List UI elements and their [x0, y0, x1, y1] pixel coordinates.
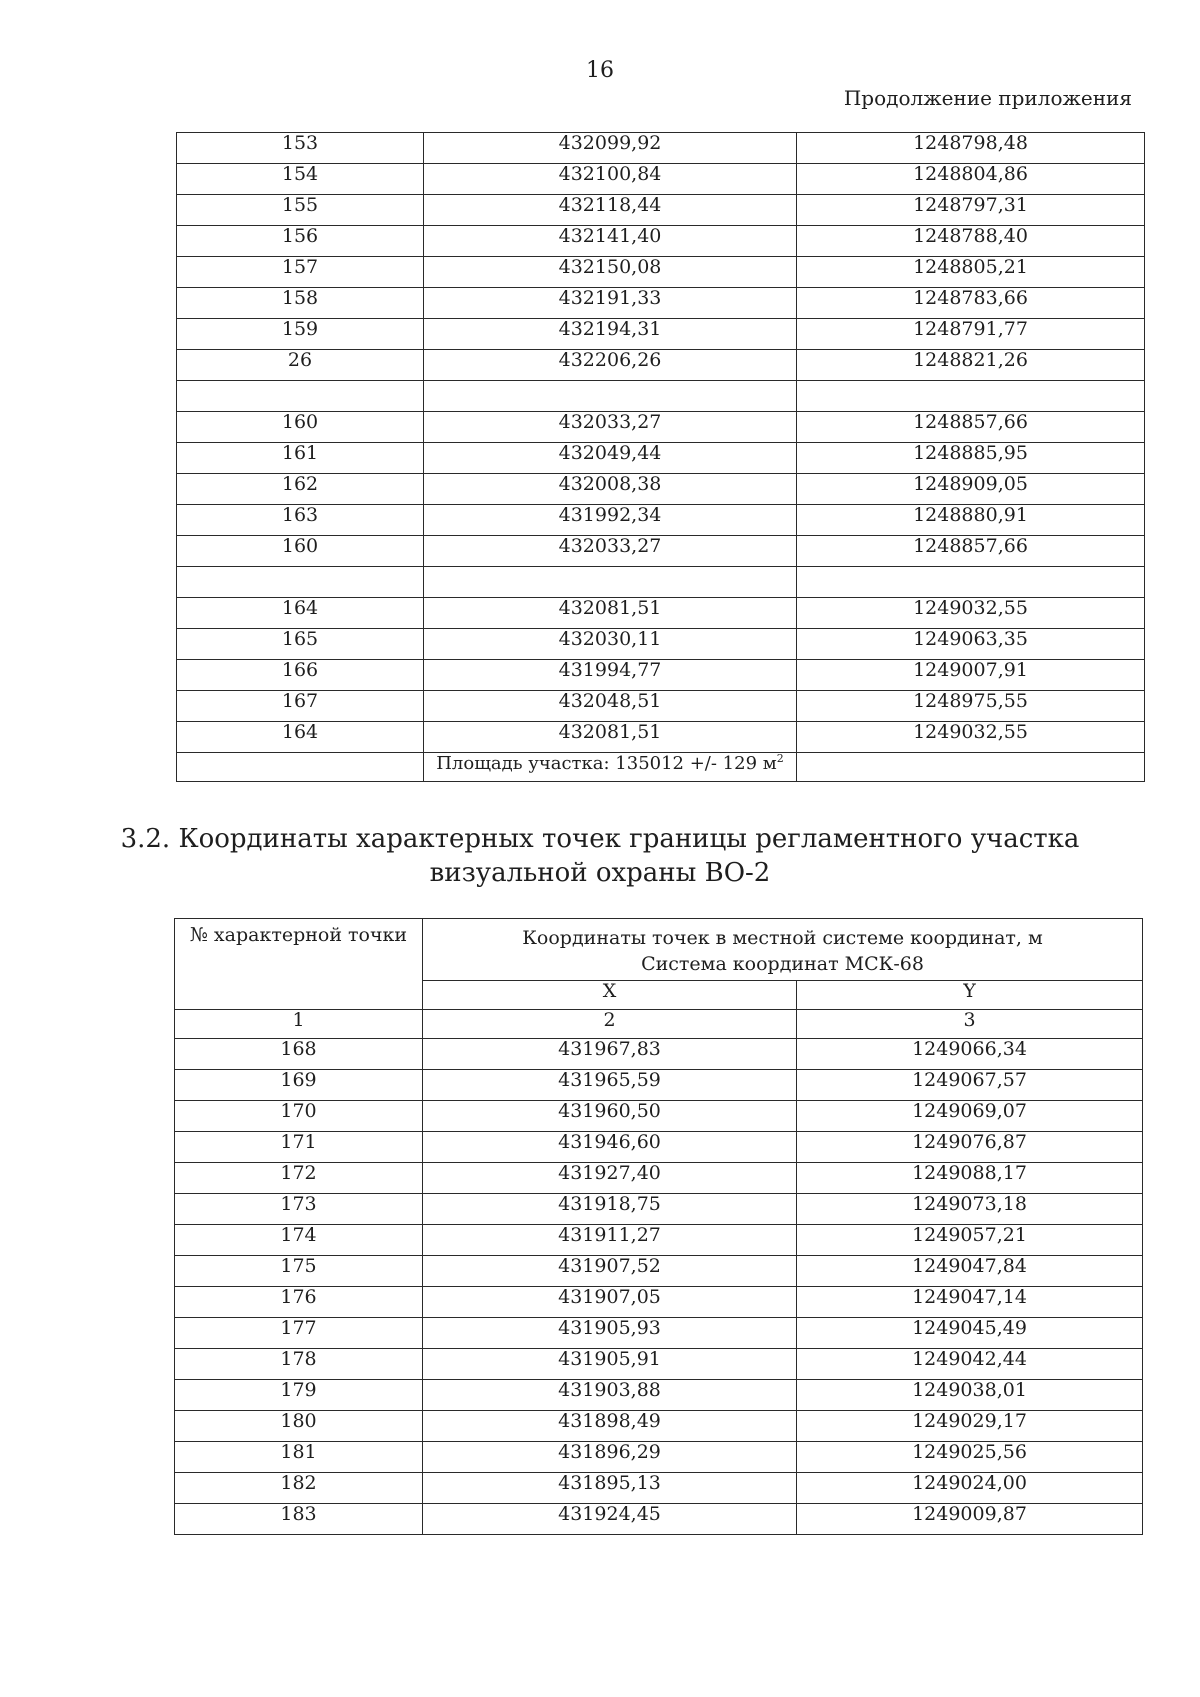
- x-coordinate-cell: 432150,08: [424, 257, 797, 288]
- table-row: [177, 257, 1145, 288]
- area-text: Площадь участка: 135012 +/- 129 м: [436, 753, 777, 774]
- point-number-cell: 164: [177, 722, 424, 753]
- point-number-cell: 180: [175, 1411, 423, 1442]
- point-number-cell: [177, 567, 424, 598]
- x-coordinate-cell: 431965,59: [423, 1070, 797, 1101]
- point-number-cell: 171: [175, 1132, 423, 1163]
- table-row: [175, 1287, 1143, 1318]
- table-row: [175, 1163, 1143, 1194]
- table-row: [177, 722, 1145, 753]
- x-coordinate-cell: 431895,13: [423, 1473, 797, 1504]
- table-row: [175, 1473, 1143, 1504]
- y-coordinate-cell: 1249009,87: [797, 1504, 1143, 1535]
- table-row: [177, 691, 1145, 722]
- y-coordinate-cell: 1249076,87: [797, 1132, 1143, 1163]
- table-row: [177, 629, 1145, 660]
- y-coordinate-cell: 1249042,44: [797, 1349, 1143, 1380]
- y-coordinate-cell: 1248857,66: [797, 412, 1145, 443]
- x-coordinate-cell: 431960,50: [423, 1101, 797, 1132]
- x-coordinate-cell: 432118,44: [424, 195, 797, 226]
- point-number-cell: 159: [177, 319, 424, 350]
- area-cell: [424, 753, 797, 782]
- x-coordinate-cell: 431911,27: [423, 1225, 797, 1256]
- y-coordinate-cell: 1248880,91: [797, 505, 1145, 536]
- x-coordinate-cell: 432100,84: [424, 164, 797, 195]
- table-row: [175, 1349, 1143, 1380]
- x-coordinate-cell: 431898,49: [423, 1411, 797, 1442]
- x-coordinate-cell: 431907,52: [423, 1256, 797, 1287]
- point-number-cell: 177: [175, 1318, 423, 1349]
- page-number: 16: [586, 58, 614, 83]
- y-coordinate-cell: 1248805,21: [797, 257, 1145, 288]
- table-row: [177, 598, 1145, 629]
- x-coordinate-cell: 432081,51: [424, 722, 797, 753]
- x-coordinate-cell: 432206,26: [424, 350, 797, 381]
- x-coordinate-cell: 432033,27: [424, 412, 797, 443]
- x-coordinate-cell: 432033,27: [424, 536, 797, 567]
- x-coordinate-cell: 431907,05: [423, 1287, 797, 1318]
- point-number-cell: 26: [177, 350, 424, 381]
- header-y: Y: [797, 981, 1143, 1010]
- point-number-cell: 183: [175, 1504, 423, 1535]
- x-coordinate-cell: 432081,51: [424, 598, 797, 629]
- x-coordinate-cell: 432099,92: [424, 133, 797, 164]
- point-number-cell: 174: [175, 1225, 423, 1256]
- x-coordinate-cell: 432191,33: [424, 288, 797, 319]
- point-number-cell: 155: [177, 195, 424, 226]
- y-coordinate-cell: 1248797,31: [797, 195, 1145, 226]
- area-unit-sup: 2: [776, 752, 784, 765]
- x-coordinate-cell: 432008,38: [424, 474, 797, 505]
- x-coordinate-cell: [424, 381, 797, 412]
- point-number-cell: 172: [175, 1163, 423, 1194]
- table-row: [177, 133, 1145, 164]
- point-number-cell: 163: [177, 505, 424, 536]
- point-number-cell: 170: [175, 1101, 423, 1132]
- table-row: [175, 1318, 1143, 1349]
- table-row: [177, 412, 1145, 443]
- y-coordinate-cell: 1249045,49: [797, 1318, 1143, 1349]
- table-row: [177, 195, 1145, 226]
- table-row: [175, 1411, 1143, 1442]
- header-point-number: № характерной точки: [175, 919, 423, 1010]
- point-number-cell: [177, 381, 424, 412]
- x-coordinate-cell: 431903,88: [423, 1380, 797, 1411]
- coordinates-table-continued: [176, 132, 1145, 782]
- y-coordinate-cell: 1248791,77: [797, 319, 1145, 350]
- table-row: [175, 1504, 1143, 1535]
- point-number-cell: 160: [177, 536, 424, 567]
- x-coordinate-cell: 432141,40: [424, 226, 797, 257]
- point-number-cell: 167: [177, 691, 424, 722]
- table1-body: [177, 133, 1145, 753]
- y-coordinate-cell: 1248909,05: [797, 474, 1145, 505]
- y-coordinate-cell: 1248788,40: [797, 226, 1145, 257]
- coordinates-table-vo2: [174, 918, 1143, 1535]
- y-coordinate-cell: 1248857,66: [797, 536, 1145, 567]
- point-number-cell: 173: [175, 1194, 423, 1225]
- x-coordinate-cell: 432048,51: [424, 691, 797, 722]
- table-row: [177, 443, 1145, 474]
- point-number-cell: 182: [175, 1473, 423, 1504]
- x-coordinate-cell: 431918,75: [423, 1194, 797, 1225]
- point-number-cell: 181: [175, 1442, 423, 1473]
- y-coordinate-cell: 1249007,91: [797, 660, 1145, 691]
- y-coordinate-cell: 1249066,34: [797, 1039, 1143, 1070]
- table-row: [177, 350, 1145, 381]
- table-row: [175, 1442, 1143, 1473]
- column-number-3: 3: [797, 1010, 1143, 1039]
- table-row: [177, 164, 1145, 195]
- table2-header-row: [175, 919, 1143, 981]
- point-number-cell: 158: [177, 288, 424, 319]
- section-title-line1: 3.2. Координаты характерных точек границы регламентного участка: [120, 824, 1080, 854]
- x-coordinate-cell: [424, 567, 797, 598]
- y-coordinate-cell: 1249063,35: [797, 629, 1145, 660]
- table-row: [175, 1070, 1143, 1101]
- header-coordinates-line1: Координаты точек в местной системе координат, м: [522, 927, 1043, 949]
- y-coordinate-cell: 1249047,14: [797, 1287, 1143, 1318]
- y-coordinate-cell: 1249067,57: [797, 1070, 1143, 1101]
- column-number-2: 2: [423, 1010, 797, 1039]
- y-coordinate-cell: 1249024,00: [797, 1473, 1143, 1504]
- section-title-line2: визуальной охраны ВО-2: [429, 858, 771, 888]
- x-coordinate-cell: 431896,29: [423, 1442, 797, 1473]
- table-row: [175, 1225, 1143, 1256]
- y-coordinate-cell: 1249032,55: [797, 598, 1145, 629]
- x-coordinate-cell: 431992,34: [424, 505, 797, 536]
- x-coordinate-cell: 431905,91: [423, 1349, 797, 1380]
- point-number-cell: 178: [175, 1349, 423, 1380]
- x-coordinate-cell: 432049,44: [424, 443, 797, 474]
- y-coordinate-cell: 1248798,48: [797, 133, 1145, 164]
- x-coordinate-cell: 431924,45: [423, 1504, 797, 1535]
- y-coordinate-cell: 1249069,07: [797, 1101, 1143, 1132]
- x-coordinate-cell: 431905,93: [423, 1318, 797, 1349]
- y-coordinate-cell: 1249025,56: [797, 1442, 1143, 1473]
- point-number-cell: 162: [177, 474, 424, 505]
- table2-column-number-row: [175, 1010, 1143, 1039]
- point-number-cell: 153: [177, 133, 424, 164]
- point-number-cell: 179: [175, 1380, 423, 1411]
- table-row: [177, 474, 1145, 505]
- table-row: [177, 288, 1145, 319]
- y-coordinate-cell: 1249047,84: [797, 1256, 1143, 1287]
- table-row: [175, 1039, 1143, 1070]
- area-empty-cell: [797, 753, 1145, 782]
- y-coordinate-cell: 1248804,86: [797, 164, 1145, 195]
- x-coordinate-cell: 431946,60: [423, 1132, 797, 1163]
- y-coordinate-cell: 1249032,55: [797, 722, 1145, 753]
- table-row: [177, 319, 1145, 350]
- point-number-cell: 176: [175, 1287, 423, 1318]
- table-row: [175, 1256, 1143, 1287]
- table-row: [175, 1194, 1143, 1225]
- point-number-cell: 161: [177, 443, 424, 474]
- point-number-cell: 165: [177, 629, 424, 660]
- point-number-cell: 154: [177, 164, 424, 195]
- table-row: [177, 381, 1145, 412]
- point-number-cell: 160: [177, 412, 424, 443]
- table2-body: [175, 1039, 1143, 1535]
- x-coordinate-cell: 431967,83: [423, 1039, 797, 1070]
- point-number-cell: 166: [177, 660, 424, 691]
- point-number-cell: 175: [175, 1256, 423, 1287]
- table-row: [177, 660, 1145, 691]
- point-number-cell: 168: [175, 1039, 423, 1070]
- area-row: [177, 753, 1145, 782]
- table-row: [177, 536, 1145, 567]
- point-number-cell: 169: [175, 1070, 423, 1101]
- point-number-cell: 157: [177, 257, 424, 288]
- table-row: [175, 1380, 1143, 1411]
- header-coordinates: [423, 919, 1143, 981]
- y-coordinate-cell: [797, 567, 1145, 598]
- table-row: [175, 1132, 1143, 1163]
- x-coordinate-cell: 432194,31: [424, 319, 797, 350]
- table-row: [175, 1101, 1143, 1132]
- section-title: [0, 822, 1200, 890]
- table-row: [177, 567, 1145, 598]
- y-coordinate-cell: 1248783,66: [797, 288, 1145, 319]
- y-coordinate-cell: 1248821,26: [797, 350, 1145, 381]
- y-coordinate-cell: 1249038,01: [797, 1380, 1143, 1411]
- header-x: X: [423, 981, 797, 1010]
- header-coordinates-line2: Система координат МСК-68: [641, 953, 924, 975]
- y-coordinate-cell: 1248885,95: [797, 443, 1145, 474]
- table-row: [177, 505, 1145, 536]
- y-coordinate-cell: 1249057,21: [797, 1225, 1143, 1256]
- y-coordinate-cell: 1249088,17: [797, 1163, 1143, 1194]
- point-number-cell: 164: [177, 598, 424, 629]
- area-empty-cell: [177, 753, 424, 782]
- x-coordinate-cell: 431927,40: [423, 1163, 797, 1194]
- y-coordinate-cell: 1249073,18: [797, 1194, 1143, 1225]
- continuation-label: Продолжение приложения: [843, 86, 1132, 110]
- column-number-1: 1: [175, 1010, 423, 1039]
- y-coordinate-cell: 1248975,55: [797, 691, 1145, 722]
- table-row: [177, 226, 1145, 257]
- y-coordinate-cell: 1249029,17: [797, 1411, 1143, 1442]
- point-number-cell: 156: [177, 226, 424, 257]
- x-coordinate-cell: 432030,11: [424, 629, 797, 660]
- x-coordinate-cell: 431994,77: [424, 660, 797, 691]
- y-coordinate-cell: [797, 381, 1145, 412]
